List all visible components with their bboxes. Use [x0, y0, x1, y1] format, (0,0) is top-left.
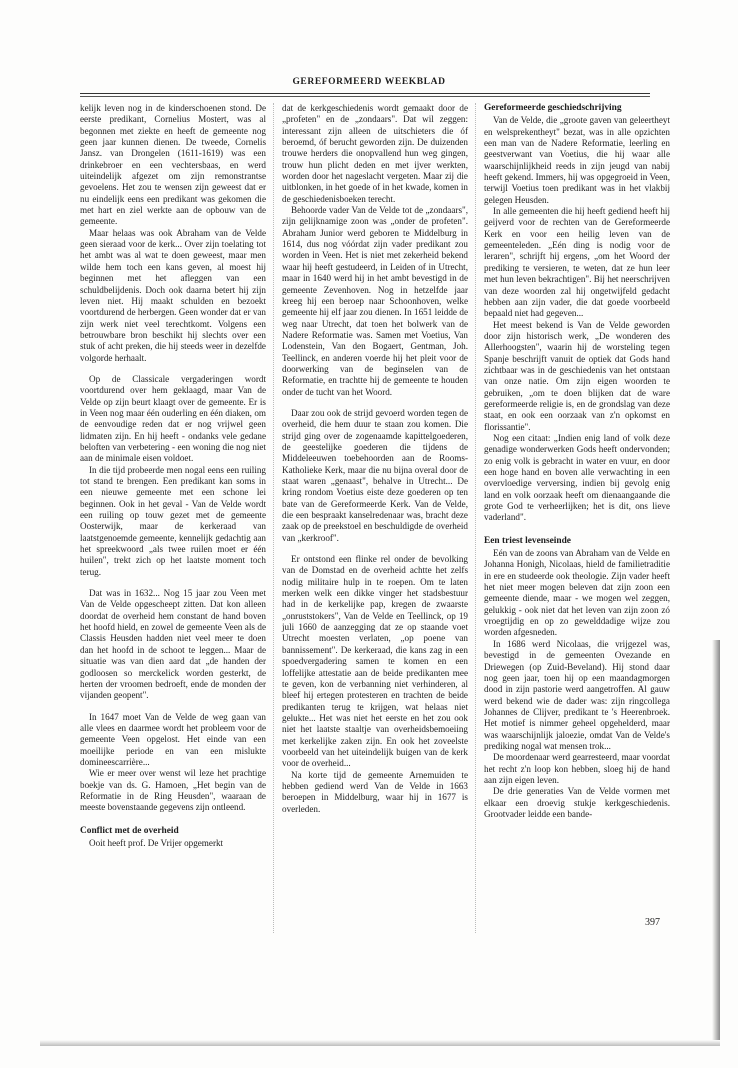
header-rule — [80, 93, 650, 94]
paragraph: In 1647 moet Van de Velde de weg gaan van alle vlees en daarmee wordt het probleem voor de gemeente Veen opgelost. Het einde van een moeilijke periode en van een mislukte domineescarrière... — [80, 711, 266, 767]
section-heading: Een triest levenseinde — [484, 535, 571, 546]
header-rule-second — [80, 96, 650, 97]
page-number: 397 — [645, 917, 660, 928]
paragraph: Er ontstond een flinke rel onder de bevolking van de Domstad en de overheid achtte het zelfs nodig militaire hulp in te roepen. Om te laten merken welk een dikke vinger het stadsbestuur had in de kerkelijke pap, kregen de zwaarste „onruststokers", Van de Velde en Teellinck, op 19 juli 1660 de aanzegging dat ze op staande voet Utrecht moesten verlaten, „op poene van bannissement". De kerkeraad, die kans zag in een spoedvergadering samen te komen en een loffelijke attestatie aan de beide predikanten mee te geven, kon de verbanning niet verhinderen, al bleef hij ertegen protesteren en trachten de beide predikanten terug te krijgen, wat helaas niet gelukte... Het was niet het eerste en het zou ook niet het laatste staaltje van overheidsbemoeiing met kerkelijke zaken zijn. En ook het zoveelste voorbeeld van het uiteindelijk buigen van de kerk voor de overheid... — [282, 554, 468, 769]
column-3 — [484, 103, 670, 820]
paragraph: Op de Classicale vergaderingen wordt voortdurend over hem geklaagd, maar Van de Velde op zijn beurt klaagt over de gemeente. Er is in Veen nog maar één ouderling en één diaken, om de eenvoudige reden dat er nog vrijwel geen lidmaten zijn. En hij heeft - ondanks vele gedane beloften van verbetering - een woning die nog niet aan de minimale eisen voldoet. — [80, 373, 266, 464]
paragraph: Daar zou ook de strijd gevoerd worden tegen de overheid, die hem duur te staan zou komen. Die strijd ging over de zogenaamde kapittelgoederen, de geestelijke goederen die tijdens de Middeleeuwen toebehoorden aan de Rooms-Katholieke Kerk, maar die nu bijna overal door de staat waren „genaast", behalve in Utrecht... De kring rondom Voetius eiste deze goederen op ten bate van de Gereformeerde Kerk. Van de Velde, die een bespraakt kanselredenaar was, bracht deze zaak op de preekstoel en beschuldigde de overheid van „kerkroof". — [282, 407, 468, 543]
paragraph: Eén van de zoons van Abraham van de Velde en Johanna Honigh, Nicolaas, hield de familietraditie in ere en studeerde ook theologie. Zijn vader heeft het niet meer mogen beleven dat zijn zoon een gemeente diende, maar - we mogen wel zeggen, gelukkig - ook niet dat het leven van zijn zoon zó vroegtijdig en op zo gewelddadige wijze zou worden afgesneden. — [484, 548, 670, 638]
paragraph: Van de Velde, die „groote gaven van geleertheyt en welsprekentheyt" bezat, was in alle opzichten een man van de Nadere Reformatie, leerling en geestverwant van Voetius, die hij waar alle waarschijnlijkheid reeds in zijn jeugd van nabij heeft gekend. Immers, hij was opgegroeid in Veen, terwijl Voetius toen predikant was in het vlakbij gelegen Heusden. — [484, 115, 670, 205]
paragraph: De moordenaar werd gearresteerd, maar voordat het recht z'n loop kon hebben, sloeg hij de hand aan zijn eigen leven. — [484, 752, 670, 785]
paragraph: In alle gemeenten die hij heeft gediend heeft hij geijverd voor de rechten van de Gereformeerde Kerk en voor een heilig leven van de gemeenteleden. „Eén ding is nodig voor de leraren", schrijft hij ergens, „om het Woord der prediking te versieren, te weten, dat ze hun leer met hun leven bekrachtigen". Bij het neerschrijven van deze woorden zal hij ongetwijfeld gedacht hebben aan zijn vader, die dat goede voorbeeld bepaald niet had gegeven... — [484, 206, 670, 319]
paragraph: Nog een citaat: „Indien enig land of volk deze genadige wonderwerken Gods heeft ondervonden; zo enig volk is gebracht in water en vuur, en door een hoge hand en boven alle verwachting in een overvloedige verversing, indien bij gevolg enig land en volk oorzaak heeft om dienaangaande die grote God te verheerlijken; het is dit, ons lieve vaderland". — [484, 432, 670, 523]
paragraph: In 1686 werd Nicolaas, die vrijgezel was, bevestigd in de gemeenten Ovezande en Driewegen (op Zuid-Beveland). Hij stond daar nog geen jaar, toen hij op een maandagmorgen dood in zijn pastorie werd aangetroffen. Al gauw werd bekend wie de dader was: zijn ringcollega Johannes de Clijver, predikant te 's Heerenbroek. Het motief is nimmer geheel opgehelderd, maar was waarschijnlijk jaloezie, omdat Van de Velde's prediking nogal wat mensen trok... — [484, 638, 670, 751]
paragraph: kelijk leven nog in de kinderschoenen stond. De eerste predikant, Cornelius Mostert, was al begonnen met ziekte en heeft de gemeente nog geen jaar kunnen dienen. De tweede, Cornelis Jansz. van Drongelen (1611-1619) was een drinkebroer en een vechtersbaas, en werd uiteindelijk afgezet om zijn remonstrantse gevoelens. Het zou te wensen zijn geweest dat er nu eindelijk eens een predikant was gekomen die met hart en ziel werkte aan de opbouw van de gemeente. — [80, 103, 266, 227]
column-separator — [475, 103, 476, 933]
section-heading: Gereformeerde geschiedschrijving — [484, 103, 622, 113]
paragraph: Maar helaas was ook Abraham van de Velde geen sieraad voor de kerk... Over zijn toelating tot het ambt was al wat te doen geweest, maar men wilde hem toch een kans geven, al moest hij beginnen met het afleggen van een schuldbelijdenis. Doch ook daarna betert hij zijn leven niet. Hij maakt schulden en bezoekt voortdurend de herbergen. Geen wonder dat er van zijn werk niet veel terechtkomt. Volgens een betrouwbare bron beschikt hij slechts over een stuk of acht preken, die hij steeds weer in dezelfde volgorde herhaalt. — [80, 227, 266, 363]
column-1 — [80, 103, 266, 849]
masthead-title: GEREFORMEERD WEEKBLAD — [292, 77, 446, 87]
paragraph: dat de kerkgeschiedenis wordt gemaakt door de „profeten" en de „zondaars". Dat wil zeggen: interessant zijn alleen de uitschieters die óf beroemd, óf berucht geworden zijn. De duizenden trouwe herders die onopvallend hun weg gingen, trouw hun plicht deden en met ijver werkten, worden door het nageslacht vergeten. Maar zij die uitblonken, in het goede of in het kwade, komen in de geschiedenisboeken terecht. — [282, 103, 468, 204]
scan-shadow-bottom — [40, 1040, 720, 1046]
column-2 — [282, 103, 468, 815]
paragraph: Behoorde vader Van de Velde tot de „zondaars", zijn gelijknamige zoon was „onder de profeten". Abraham Junior werd geboren te Middelburg in 1614, dus nog vóórdat zijn vader predikant zou worden in Veen. Het is niet met zekerheid bekend waar hij heeft gestudeerd, in Leiden of in Utrecht, maar in 1640 werd hij in het ambt bevestigd in de gemeente Zevenhoven. Nog in hetzelfde jaar kreeg hij een beroep naar Schoonhoven, welke gemeente hij elf jaar zou dienen. In 1651 leidde de weg naar Utrecht, dat toen het bolwerk van de Nadere Reformatie was. Samen met Voetius, Van Lodenstein, Van den Bogaert, Gentman, Joh. Teellinck, en anderen voerde hij het pleit voor de doorwerking van de beginselen van de Reformatie, en trachtte hij de gemeente te houden onder de tucht van het Woord. — [282, 205, 468, 397]
section-heading: Conflict met de overheid — [80, 825, 179, 836]
paragraph: Dat was in 1632... Nog 15 jaar zou Veen met Van de Velde opgescheept zitten. Dat kon alleen doordat de overheid hem constant de hand boven het hoofd hield, en zowel de gemeente Veen als de Classis Heusden hadden niet veel meer te doen dan het hoofd in de schoot te leggen... Maar de situatie was van dien aard dat „de handen der godloosen so merckelick worden gesterkt, de herten der vroomen bedroeft, ende de monden der vijanden geopent". — [80, 588, 266, 701]
paragraph: Wie er meer over wenst wil leze het prachtige boekje van ds. G. Hamoen, „Het begin van de Reformatie in de Ring Heusden", waaraan de meeste bovenstaande gegevens zijn ontleend. — [80, 768, 266, 813]
paragraph: Het meest bekend is Van de Velde geworden door zijn historisch werk, „De wonderen des Allerhoogsten", waarin hij de worsteling tegen Spanje beschrijft vanuit de optiek dat Gods hand zichtbaar was in de geschiedenis van het ontstaan van onze natie. Om zijn eigen woorden te gebruiken, „om te doen blijken dat de ware gereformeerde religie is, en de grondslag van deze staat, en ook een oorzaak van z'n opkomst en florissantie". — [484, 319, 670, 432]
paragraph: In die tijd probeerde men nogal eens een ruiling tot stand te brengen. Een predikant kan soms in een nieuwe gemeente met een schone lei beginnen. Ook in het geval - Van de Velde wordt een ruiling op touw gezet met de gemeente Oosterwijk, maar de kerkeraad van laatstgenoemde gemeente, kennelijk gedachtig aan het spreekwoord „als twee ruilen moet er één huilen", trekt zich op het laatste moment toch terug. — [80, 464, 266, 577]
paragraph: Ooit heeft prof. De Vrijer opgemerkt — [89, 837, 224, 848]
paragraph: Na korte tijd de gemeente Arnemuiden te hebben gediend werd Van de Velde in 1663 beroepen in Middelburg, waar hij in 1677 is overleden. — [282, 769, 468, 814]
paragraph: De drie generaties Van de Velde vormen met elkaar een droevig stukje kerkgeschiedenis. Grootvader leidde een bande- — [484, 786, 670, 819]
scan-shadow-edge — [712, 640, 720, 1040]
column-separator — [273, 103, 274, 933]
